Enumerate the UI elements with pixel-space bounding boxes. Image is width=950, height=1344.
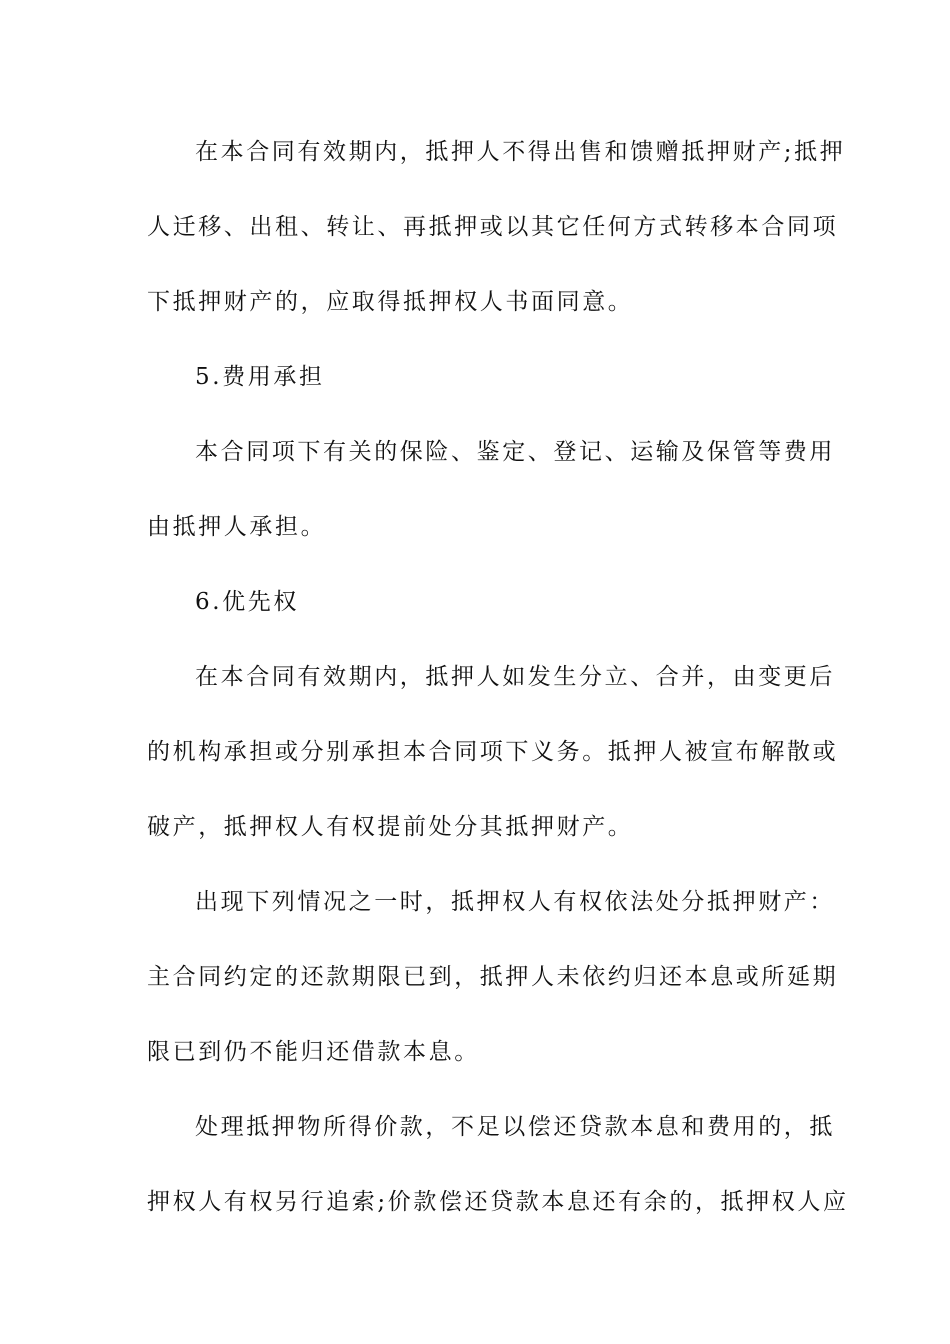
section-heading: 6.优先权: [195, 589, 299, 615]
paragraph-line: 的机构承担或分别承担本合同项下义务。抵押人被宣布解散或: [147, 739, 839, 765]
paragraph-line: 押权人有权另行追索;价款偿还贷款本息还有余的，抵押权人应: [147, 1189, 849, 1215]
paragraph-line: 在本合同有效期内，抵押人不得出售和馈赠抵押财产;抵押: [195, 139, 846, 165]
section-heading: 5.费用承担: [195, 364, 325, 390]
paragraph-line: 处理抵押物所得价款，不足以偿还贷款本息和费用的，抵: [195, 1114, 835, 1140]
paragraph-line: 破产，抵押权人有权提前处分其抵押财产。: [147, 814, 634, 840]
paragraph-line: 出现下列情况之一时，抵押权人有权依法处分抵押财产：: [195, 889, 835, 915]
paragraph-line: 限已到仍不能归还借款本息。: [147, 1039, 480, 1065]
paragraph-line: 人迁移、出租、转让、再抵押或以其它任何方式转移本合同项: [147, 214, 839, 240]
paragraph-line: 由抵押人承担。: [147, 514, 327, 540]
paragraph-line: 主合同约定的还款期限已到，抵押人未依约归还本息或所延期: [147, 964, 839, 990]
paragraph-line: 在本合同有效期内，抵押人如发生分立、合并，由变更后: [195, 664, 835, 690]
paragraph-line: 本合同项下有关的保险、鉴定、登记、运输及保管等费用: [195, 439, 835, 465]
paragraph-line: 下抵押财产的，应取得抵押权人书面同意。: [147, 289, 634, 315]
